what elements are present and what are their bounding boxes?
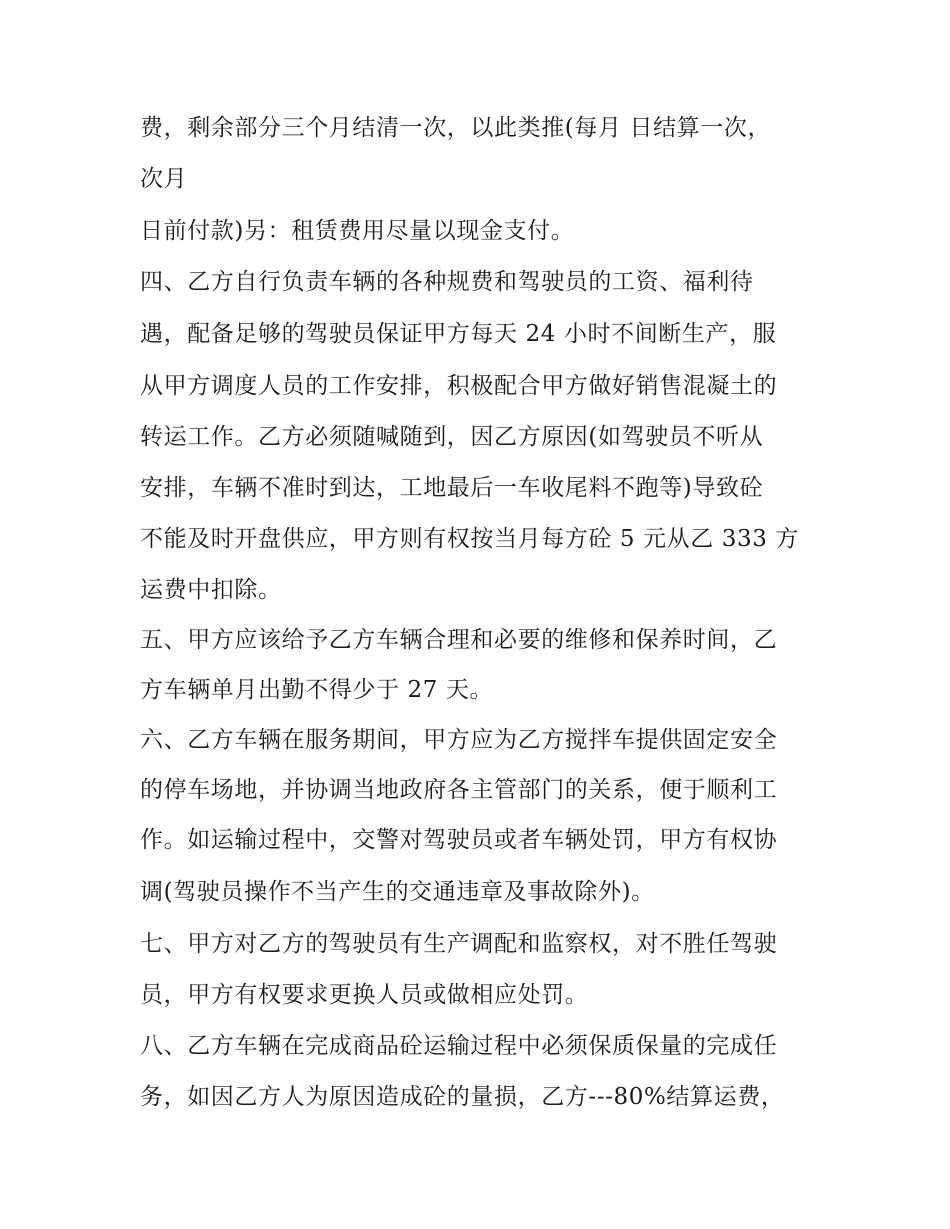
text-line: 六、乙方车辆在服务期间，甲方应为乙方搅拌车提供固定安全 <box>140 727 778 753</box>
text-line: 运费中扣除。 <box>140 577 282 603</box>
text-line: 八、乙方车辆在完成商品砼运输过程中必须保质保量的完成任 <box>140 1033 778 1059</box>
text-line: 转运工作。乙方必须随喊随到，因乙方原因(如驾驶员不听从 <box>140 424 764 450</box>
text-line: 费，剩余部分三个月结清一次，以此类推(每月 日结算一次， <box>140 115 772 141</box>
text-line: 不能及时开盘供应，甲方则有权按当月每方砼 5 元从乙 333 方 <box>140 526 799 552</box>
text-line: 员，甲方有权要求更换人员或做相应处罚。 <box>140 982 589 1008</box>
text-line: 的停车场地，并协调当地政府各主管部门的关系，便于顺利工 <box>140 777 778 803</box>
text-line: 方车辆单月出勤不得少于 27 天。 <box>140 677 494 703</box>
text-line: 安排，车辆不准时到达，工地最后一车收尾料不跑等)导致砼 <box>140 475 764 501</box>
text-line: 遇，配备足够的驾驶员保证甲方每天 24 小时不间断生产，服 <box>140 321 777 347</box>
text-line: 作。如运输过程中，交警对驾驶员或者车辆处罚，甲方有权协 <box>140 827 778 853</box>
text-line: 从甲方调度人员的工作安排，积极配合甲方做好销售混凝土的 <box>140 373 778 399</box>
text-line: 务，如因乙方人为原因造成砼的量损，乙方---80%结算运费， <box>140 1084 785 1110</box>
text-line: 五、甲方应该给予乙方车辆合理和必要的维修和保养时间，乙 <box>140 627 778 653</box>
text-line: 日前付款)另：租赁费用尽量以现金支付。 <box>140 218 575 244</box>
text-line: 调(驾驶员操作不当产生的交通违章及事故除外)。 <box>140 879 655 905</box>
text-line: 四、乙方自行负责车辆的各种规费和驾驶员的工资、福利待 <box>140 269 754 295</box>
text-line: 次月 <box>140 166 188 192</box>
text-line: 七、甲方对乙方的驾驶员有生产调配和监察权，对不胜任驾驶 <box>140 931 778 957</box>
